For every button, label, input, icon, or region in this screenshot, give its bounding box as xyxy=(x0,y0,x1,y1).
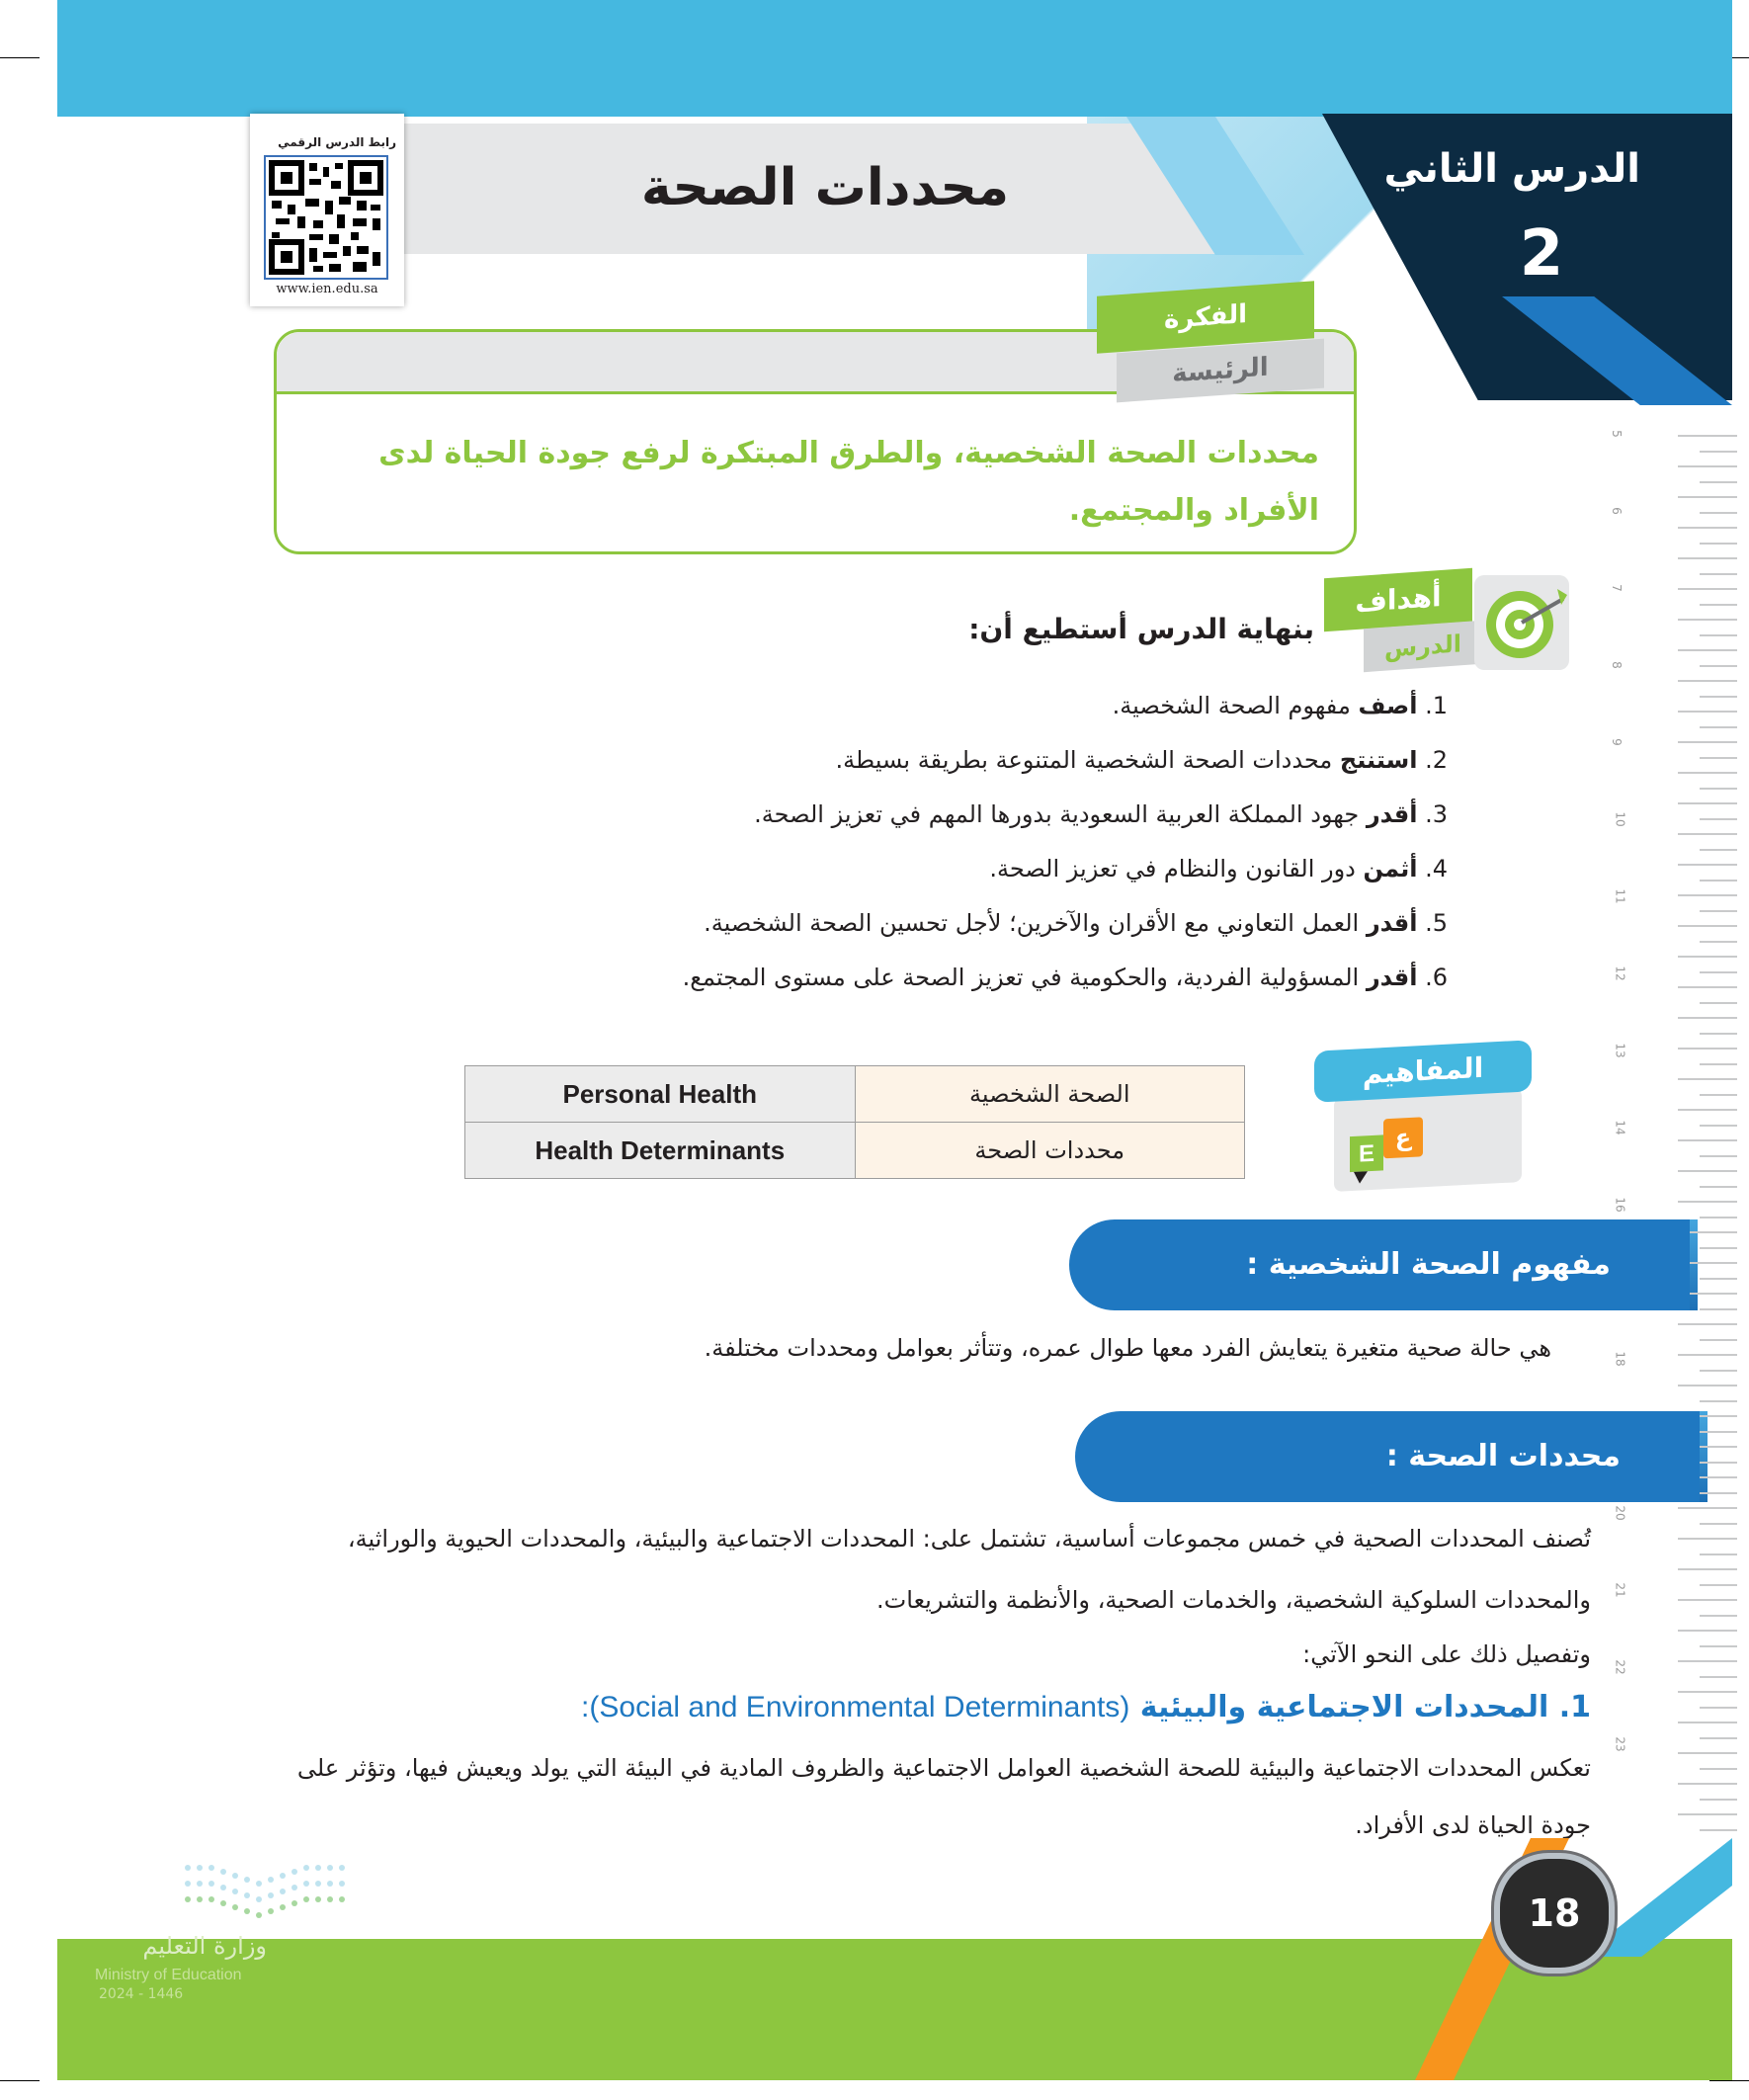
ruler-tick xyxy=(1678,1660,1737,1662)
ruler-tick xyxy=(1700,543,1737,545)
ruler-tick xyxy=(1678,619,1737,621)
ruler-tick xyxy=(1700,1155,1737,1157)
ruler-tick xyxy=(1678,588,1737,590)
ruler-tick xyxy=(1700,971,1737,973)
ruler-number: 7 xyxy=(1609,584,1624,592)
objective-number: 6. xyxy=(1425,964,1448,991)
ruler-tick xyxy=(1700,1125,1737,1127)
ruler-tick xyxy=(1700,696,1737,698)
ruler-tick xyxy=(1700,1645,1737,1647)
ruler-tick xyxy=(1700,1707,1737,1709)
ruler-tick xyxy=(1678,496,1737,498)
section-heading-personal-health: مفهوم الصحة الشخصية : xyxy=(1069,1219,1690,1310)
page-number-badge: 18 xyxy=(1494,1853,1615,1974)
ruler-tick xyxy=(1678,1354,1737,1356)
ruler-tick xyxy=(1700,1523,1737,1525)
objective-text: جهود المملكة العربية السعودية بدورها المهم في تعزيز الصحة. xyxy=(754,800,1367,828)
objective-item xyxy=(361,746,1448,774)
language-icon-en: E xyxy=(1358,1139,1375,1168)
objective-item xyxy=(361,909,1448,937)
concept-ar: الصحة الشخصية xyxy=(855,1066,1245,1123)
ruler-number: 14 xyxy=(1613,1120,1627,1135)
concept-en: Personal Health xyxy=(465,1066,856,1123)
section-text-personal-health: هي حالة صحية متغيرة يتعايش الفرد معها طوال عمره، وتتأثر بعوامل ومحددات مختلفة. xyxy=(704,1334,1551,1362)
ruler-tick xyxy=(1700,1829,1737,1831)
ruler-tick xyxy=(1700,1462,1737,1464)
objective-item xyxy=(361,855,1448,882)
ruler-tick xyxy=(1678,1691,1737,1693)
ruler-tick xyxy=(1678,1752,1737,1754)
objective-verb: استنتج xyxy=(1339,746,1418,774)
ruler-tick xyxy=(1678,1507,1737,1509)
ruler-tick xyxy=(1678,1323,1737,1325)
ruler-number: 16 xyxy=(1613,1197,1627,1213)
qr-caption: رابط الدرس الرقمي xyxy=(278,135,396,149)
main-idea-tab-top: الفكرة xyxy=(1097,281,1314,353)
objective-text: المسؤولية الفردية، والحكومية في تعزيز الصحة على مستوى المجتمع. xyxy=(682,964,1367,991)
ruler-tick xyxy=(1678,772,1737,774)
objective-number: 2. xyxy=(1425,746,1448,774)
ruler-number: 11 xyxy=(1613,888,1627,904)
ministry-logo-icon xyxy=(178,1858,356,1927)
crop-mark xyxy=(1709,2080,1749,2081)
language-icon xyxy=(1334,1088,1522,1192)
concept-ar: محددات الصحة xyxy=(855,1123,1245,1179)
ruler-tick xyxy=(1700,1033,1737,1035)
language-icon-ar: ع xyxy=(1394,1123,1412,1152)
ruler-tick xyxy=(1678,1630,1737,1632)
ruler-tick xyxy=(1700,1676,1737,1678)
ruler-tick xyxy=(1678,894,1737,896)
ruler-tick xyxy=(1700,665,1737,667)
ruler-number: 13 xyxy=(1613,1043,1627,1058)
objective-text: العمل التعاوني مع الأقران والآخرين؛ لأجل تحسين الصحة الشخصية. xyxy=(704,909,1367,937)
side-ruler xyxy=(1599,430,1737,1858)
qr-card[interactable] xyxy=(250,114,404,306)
determinants-paragraph-line: تُصنف المحددات الصحية في خمس مجموعات أساسية، تشتمل على: المحددات الاجتماعية والبيئية، والمحددات الحيوية والوراثية، xyxy=(347,1525,1591,1553)
ruler-tick xyxy=(1700,1400,1737,1402)
ruler-tick xyxy=(1700,910,1737,912)
ruler-tick xyxy=(1678,1813,1737,1815)
ruler-tick xyxy=(1678,1538,1737,1540)
lesson-number: 2 xyxy=(1519,217,1564,291)
ruler-tick xyxy=(1678,1048,1737,1050)
objective-number: 5. xyxy=(1425,909,1448,937)
ruler-tick xyxy=(1678,1139,1737,1141)
ruler-tick xyxy=(1700,1186,1737,1188)
ruler-tick xyxy=(1700,1278,1737,1280)
objectives-tab xyxy=(1324,553,1581,672)
ruler-tick xyxy=(1700,1217,1737,1218)
determinants-paragraph-line: والمحددات السلوكية الشخصية، والخدمات الصحية، والأنظمة والتشريعات. xyxy=(876,1586,1591,1614)
ruler-tick xyxy=(1700,1370,1737,1372)
objective-verb: أقدر xyxy=(1366,909,1418,937)
ruler-number: 12 xyxy=(1613,966,1627,981)
ruler-tick xyxy=(1678,956,1737,958)
qr-code-icon[interactable] xyxy=(264,155,388,280)
ruler-tick xyxy=(1700,1492,1737,1494)
objective-verb: أقدر xyxy=(1366,800,1418,828)
page-title: محددات الصحة xyxy=(640,158,1010,217)
ruler-tick xyxy=(1700,818,1737,820)
ruler-tick xyxy=(1700,604,1737,606)
ruler-tick xyxy=(1700,512,1737,514)
ruler-tick xyxy=(1678,1201,1737,1203)
lesson-label: الدرس الثاني xyxy=(1383,146,1640,192)
ruler-tick xyxy=(1700,757,1737,759)
ruler-tick xyxy=(1700,1737,1737,1739)
ruler-tick xyxy=(1700,1615,1737,1617)
ruler-tick xyxy=(1700,880,1737,882)
ruler-tick xyxy=(1700,451,1737,453)
ruler-tick xyxy=(1678,1170,1737,1172)
ruler-tick xyxy=(1678,1385,1737,1386)
ruler-tick xyxy=(1700,481,1737,483)
ruler-tick xyxy=(1678,557,1737,559)
determinants-intro-line: وتفصيل ذلك على النحو الآتي: xyxy=(1302,1640,1591,1668)
ruler-tick xyxy=(1700,1063,1737,1065)
objective-verb: أقدر xyxy=(1366,964,1418,991)
subheading-number: 1. xyxy=(1558,1690,1591,1724)
ruler-number: 22 xyxy=(1613,1659,1627,1675)
ruler-tick xyxy=(1700,1584,1737,1586)
ruler-tick xyxy=(1700,849,1737,851)
ruler-tick xyxy=(1678,527,1737,529)
ruler-tick xyxy=(1678,1017,1737,1019)
objective-item xyxy=(361,800,1448,828)
ruler-tick xyxy=(1700,1339,1737,1341)
ruler-number: 9 xyxy=(1609,738,1624,746)
ruler-tick xyxy=(1700,1308,1737,1310)
ministry-name: وزارة التعليم xyxy=(142,1932,267,1960)
concepts-tab xyxy=(1314,1046,1541,1189)
ruler-tick xyxy=(1700,1554,1737,1555)
social-env-paragraph-line: تعكس المحددات الاجتماعية والبيئية للصحة الشخصية العوامل الاجتماعية والظروف المادية في البيئة التي يولد ويعيش فيها، وتؤثر على xyxy=(296,1754,1591,1782)
objective-text: محددات الصحة الشخصية المتنوعة بطريقة بسيطة. xyxy=(835,746,1340,774)
ruler-tick xyxy=(1678,1722,1737,1723)
ruler-tick xyxy=(1678,1568,1737,1570)
ruler-tick xyxy=(1700,941,1737,943)
ruler-tick xyxy=(1700,1768,1737,1770)
subheading-ar: المحددات الاجتماعية والبيئية xyxy=(1139,1690,1549,1724)
main-idea-text: محددات الصحة الشخصية، والطرق المبتكرة لرفع جودة الحياة لدى الأفراد والمجتمع. xyxy=(378,436,1319,528)
table-row xyxy=(465,1066,1245,1123)
ruler-tick xyxy=(1700,726,1737,728)
ruler-tick xyxy=(1678,1599,1737,1601)
section-heading-determinants: محددات الصحة : xyxy=(1075,1411,1700,1502)
objectives-intro: بنهاية الدرس أستطيع أن: xyxy=(968,613,1314,645)
ruler-tick xyxy=(1700,1002,1737,1004)
qr-url[interactable]: www.ien.edu.sa xyxy=(276,282,378,296)
ruler-number: 8 xyxy=(1609,661,1624,669)
objective-number: 3. xyxy=(1425,800,1448,828)
concepts-tab-top: المفاهيم xyxy=(1314,1040,1532,1103)
ruler-tick xyxy=(1678,1078,1737,1080)
ruler-tick xyxy=(1678,465,1737,467)
ruler-tick xyxy=(1700,634,1737,636)
objectives-tab-top: أهداف xyxy=(1324,568,1472,631)
ruler-number: 5 xyxy=(1609,430,1624,438)
top-color-band xyxy=(57,0,1732,117)
ruler-number: 10 xyxy=(1613,811,1627,827)
objectives-tab-bottom: الدرس xyxy=(1364,621,1482,672)
objective-verb: أثمن xyxy=(1363,855,1418,882)
ruler-tick xyxy=(1678,680,1737,682)
table-row xyxy=(465,1123,1245,1179)
ruler-number: 23 xyxy=(1613,1736,1627,1752)
crop-mark xyxy=(0,2080,40,2081)
subheading-en: (Social and Environmental Determinants): xyxy=(581,1691,1130,1723)
ruler-tick xyxy=(1678,741,1737,743)
ruler-tick xyxy=(1678,864,1737,866)
objective-number: 4. xyxy=(1425,855,1448,882)
target-icon xyxy=(1472,573,1571,672)
ruler-number: 20 xyxy=(1613,1505,1627,1521)
ruler-number: 18 xyxy=(1613,1351,1627,1367)
objective-item xyxy=(361,692,1448,719)
ruler-tick xyxy=(1700,1431,1737,1433)
ruler-number: 6 xyxy=(1609,507,1624,515)
ministry-year: 2024 - 1446 xyxy=(99,1986,184,2002)
concepts-table xyxy=(464,1065,1245,1179)
ruler-tick xyxy=(1700,1247,1737,1249)
ruler-number: 21 xyxy=(1613,1582,1627,1598)
ruler-tick xyxy=(1700,788,1737,790)
ruler-tick xyxy=(1678,833,1737,835)
main-idea-tab-bottom: الرئيسة xyxy=(1117,339,1324,403)
ruler-tick xyxy=(1678,649,1737,651)
ruler-tick xyxy=(1678,1109,1737,1111)
ruler-tick xyxy=(1700,573,1737,575)
main-idea-tab xyxy=(1097,289,1334,407)
subheading-social-environmental xyxy=(445,1690,1591,1724)
ruler-tick xyxy=(1700,1799,1737,1801)
concept-en: Health Determinants xyxy=(465,1123,856,1179)
objective-text: مفهوم الصحة الشخصية. xyxy=(1112,692,1359,719)
crop-mark xyxy=(0,57,40,58)
social-env-paragraph-line: جودة الحياة لدى الأفراد. xyxy=(1355,1811,1591,1839)
ruler-tick xyxy=(1700,1094,1737,1096)
ruler-tick xyxy=(1678,1783,1737,1785)
ruler-tick xyxy=(1678,435,1737,437)
ruler-tick xyxy=(1678,802,1737,804)
objective-verb: أصف xyxy=(1358,692,1418,719)
concepts-tab-bottom xyxy=(1334,1088,1522,1192)
objective-text: دور القانون والنظام في تعزيز الصحة. xyxy=(989,855,1364,882)
ruler-tick xyxy=(1678,986,1737,988)
objective-number: 1. xyxy=(1425,692,1448,719)
ministry-name-en: Ministry of Education xyxy=(95,1967,242,1983)
ruler-tick xyxy=(1678,925,1737,927)
ruler-tick xyxy=(1678,711,1737,713)
objective-item xyxy=(361,964,1448,991)
